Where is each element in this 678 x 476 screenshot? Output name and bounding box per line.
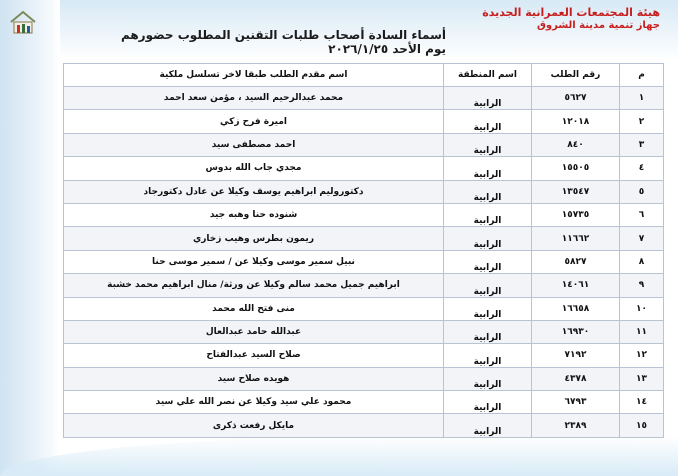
row-request-no: ٨٤٠	[532, 133, 620, 156]
row-area: الرابية	[444, 157, 532, 180]
row-num: ٢	[620, 110, 664, 133]
row-num: ٨	[620, 250, 664, 273]
header-name: اسم مقدم الطلب طبقا لاخر تسلسل ملكية	[64, 64, 444, 87]
row-num: ١٠	[620, 297, 664, 320]
header-request-no: رقم الطلب	[532, 64, 620, 87]
table-row	[64, 250, 664, 273]
row-request-no: ٦٧٩٣	[532, 391, 620, 414]
row-num: ١٤	[620, 391, 664, 414]
row-request-no: ٥٦٢٧	[532, 87, 620, 110]
table-header-row	[64, 64, 664, 87]
table-row	[64, 344, 664, 367]
row-num: ٣	[620, 133, 664, 156]
table-row	[64, 227, 664, 250]
row-area: الرابية	[444, 414, 532, 437]
row-num: ١١	[620, 320, 664, 343]
page-title-date: يوم الأحد ٢٠٢٦/١/٢٥	[328, 42, 446, 56]
table-row	[64, 320, 664, 343]
table-row	[64, 367, 664, 390]
row-name: محمد عبدالرحيم السيد ، مؤمن سعد احمد	[64, 87, 444, 110]
row-area: الرابية	[444, 203, 532, 226]
table-row	[64, 87, 664, 110]
row-name: نبيل سمير موسى وكيلا عن / سمير موسى حنا	[64, 250, 444, 273]
row-num: ١٣	[620, 367, 664, 390]
org-logo-icon	[8, 8, 38, 36]
org-name-line2: جهاز تنمية مدينة الشروق	[536, 20, 660, 31]
row-request-no: ٤٣٧٨	[532, 367, 620, 390]
row-num: ١	[620, 87, 664, 110]
row-name: اميرة فرح زكي	[64, 110, 444, 133]
row-request-no: ١٣٥٤٧	[532, 180, 620, 203]
row-area: الرابية	[444, 227, 532, 250]
row-name: دكتوروليم ابراهيم يوسف وكيلا عن عادل دكتورجاد	[64, 180, 444, 203]
row-area: الرابية	[444, 87, 532, 110]
row-name: شنوده حنا وهبه جيد	[64, 203, 444, 226]
row-name: مايكل رفعت ذكرى	[64, 414, 444, 437]
row-request-no: ١٢٠١٨	[532, 110, 620, 133]
row-num: ١٢	[620, 344, 664, 367]
row-name: ابراهيم جميل محمد سالم وكيلا عن ورثة/ منال ابراهيم محمد خشبة	[64, 274, 444, 297]
org-name	[482, 6, 660, 32]
table-row	[64, 157, 664, 180]
row-num: ٤	[620, 157, 664, 180]
table-row	[64, 133, 664, 156]
row-request-no: ٥٨٢٧	[532, 250, 620, 273]
row-area: الرابية	[444, 391, 532, 414]
row-area: الرابية	[444, 367, 532, 390]
table-row	[64, 391, 664, 414]
table-row	[64, 274, 664, 297]
row-num: ١٥	[620, 414, 664, 437]
row-area: الرابية	[444, 250, 532, 273]
row-area: الرابية	[444, 344, 532, 367]
header-area: اسم المنطقة	[444, 64, 532, 87]
row-request-no: ١٤٠٦١	[532, 274, 620, 297]
header-num: م	[620, 64, 664, 87]
table-row	[64, 203, 664, 226]
row-name: هويده صلاح سيد	[64, 367, 444, 390]
row-request-no: ١١٦٦٢	[532, 227, 620, 250]
row-area: الرابية	[444, 320, 532, 343]
row-request-no: ١٦٩٣٠	[532, 320, 620, 343]
footer-decoration	[0, 436, 678, 476]
row-area: الرابية	[444, 110, 532, 133]
row-num: ٧	[620, 227, 664, 250]
row-num: ٥	[620, 180, 664, 203]
row-name: عبدالله حامد عبدالعال	[64, 320, 444, 343]
row-request-no: ١٦٦٥٨	[532, 297, 620, 320]
row-num: ٩	[620, 274, 664, 297]
row-num: ٦	[620, 203, 664, 226]
row-area: الرابية	[444, 133, 532, 156]
page-title-line1: أسماء السادة أصحاب طلبات التقنين المطلوب حضورهم	[120, 28, 446, 42]
table-row	[64, 110, 664, 133]
side-decoration	[0, 0, 60, 476]
row-area: الرابية	[444, 274, 532, 297]
row-name: منى فتح الله محمد	[64, 297, 444, 320]
row-request-no: ٧١٩٢	[532, 344, 620, 367]
table-row	[64, 414, 664, 437]
table-row	[64, 180, 664, 203]
row-name: ريمون بطرس وهيب زخاري	[64, 227, 444, 250]
row-name: مجدي جاب الله بدوس	[64, 157, 444, 180]
row-area: الرابية	[444, 180, 532, 203]
row-request-no: ١٥٥٠٥	[532, 157, 620, 180]
table-row	[64, 297, 664, 320]
row-name: محمود علي سيد وكيلا عن نصر الله علي سيد	[64, 391, 444, 414]
row-name: صلاح السيد عبدالفتاح	[64, 344, 444, 367]
row-name: احمد مصطفى سيد	[64, 133, 444, 156]
page-title	[121, 28, 446, 56]
org-name-line1: هيئة المجتمعات العمرانية الجديدة	[482, 6, 660, 19]
applicants-table	[63, 63, 664, 438]
row-request-no: ٢٣٨٩	[532, 414, 620, 437]
row-area: الرابية	[444, 297, 532, 320]
row-request-no: ١٥٧٣٥	[532, 203, 620, 226]
